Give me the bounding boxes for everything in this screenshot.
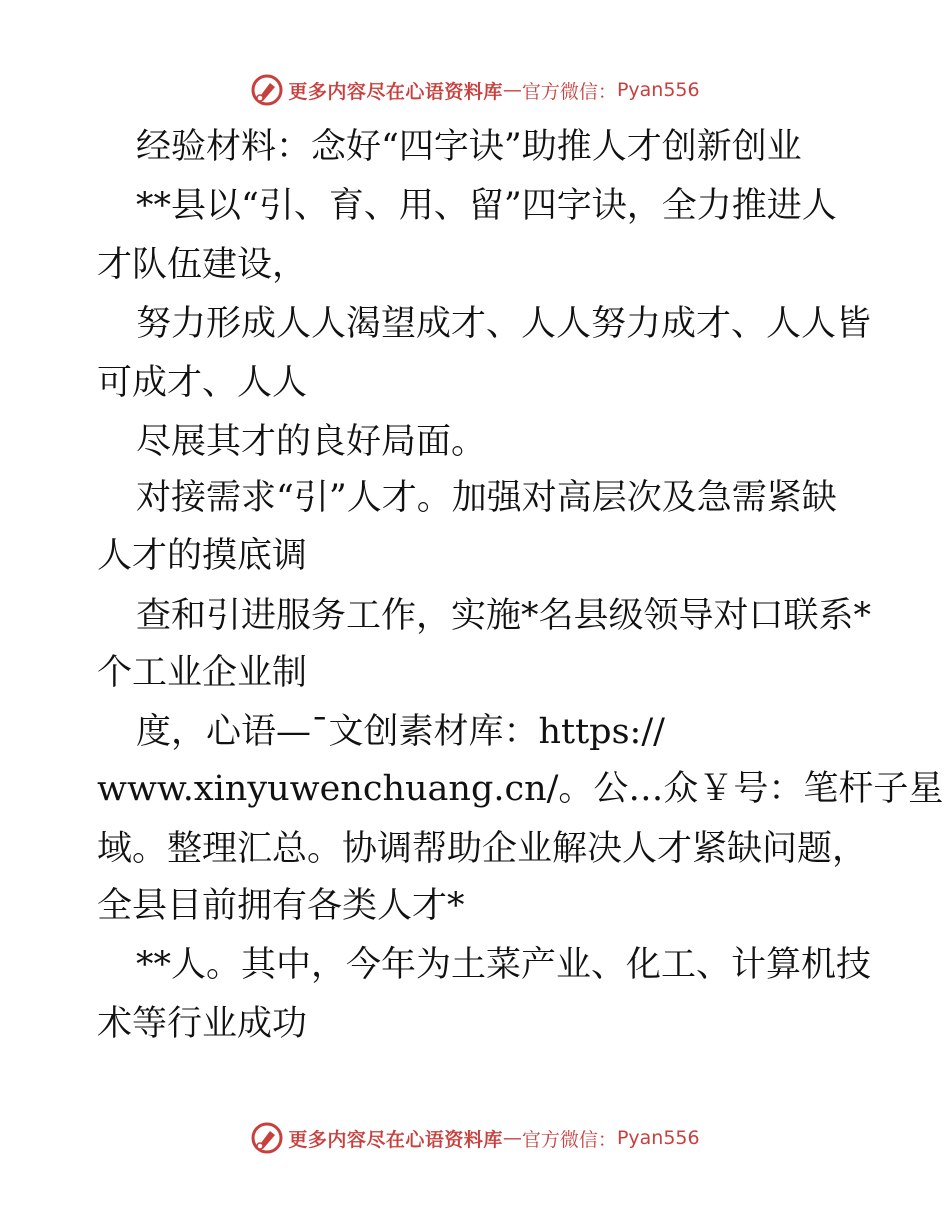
body-line: **人。其中，今年为土菜产业、化工、计算机技 — [136, 945, 872, 985]
body-line: 人才的摸底调 — [97, 536, 308, 576]
body-line: 度，心语—¯文创素材库：https:// — [136, 712, 665, 752]
watermark-label: 官方微信： — [521, 80, 617, 103]
body-line: 可成才、人人 — [97, 363, 308, 403]
watermark-wechat-id: Pyan556 — [616, 1127, 700, 1149]
body-line: 尽展其才的良好局面。 — [136, 422, 487, 462]
watermark-label: 官方微信： — [521, 1128, 617, 1151]
watermark-text: 更多内容尽在心语资料库 — [288, 80, 503, 103]
pen-logo-icon — [250, 1121, 284, 1155]
document-title: 经验材料：念好“四字诀”助推人才创新创业 — [136, 127, 802, 167]
body-line: 域。整理汇总。协调帮助企业解决人才紧缺问题， — [97, 829, 868, 869]
watermark-footer — [0, 1118, 950, 1158]
body-line: 术等行业成功 — [97, 1004, 308, 1044]
body-line: 查和引进服务工作，实施*名县级领导对口联系* — [136, 596, 872, 636]
body-line: 才队伍建设， — [97, 245, 308, 285]
watermark-wechat-id: Pyan556 — [616, 79, 700, 101]
watermark-text: 更多内容尽在心语资料库 — [288, 1128, 503, 1151]
body-line: 个工业企业制 — [97, 653, 308, 693]
watermark-dash: — — [502, 1127, 522, 1149]
watermark-dash: — — [502, 79, 522, 101]
body-line: **县以“引、育、用、留”四字诀，全力推进人 — [136, 186, 837, 226]
body-line: www.xinyuwenchuang.cn/。公…众￥号：笔杆子星 — [97, 769, 944, 809]
body-line: 努力形成人人渴望成才、人人努力成才、人人皆 — [136, 304, 872, 344]
body-line: 对接需求“引”人才。加强对高层次及急需紧缺 — [136, 478, 837, 518]
body-line: 全县目前拥有各类人才* — [97, 886, 465, 926]
